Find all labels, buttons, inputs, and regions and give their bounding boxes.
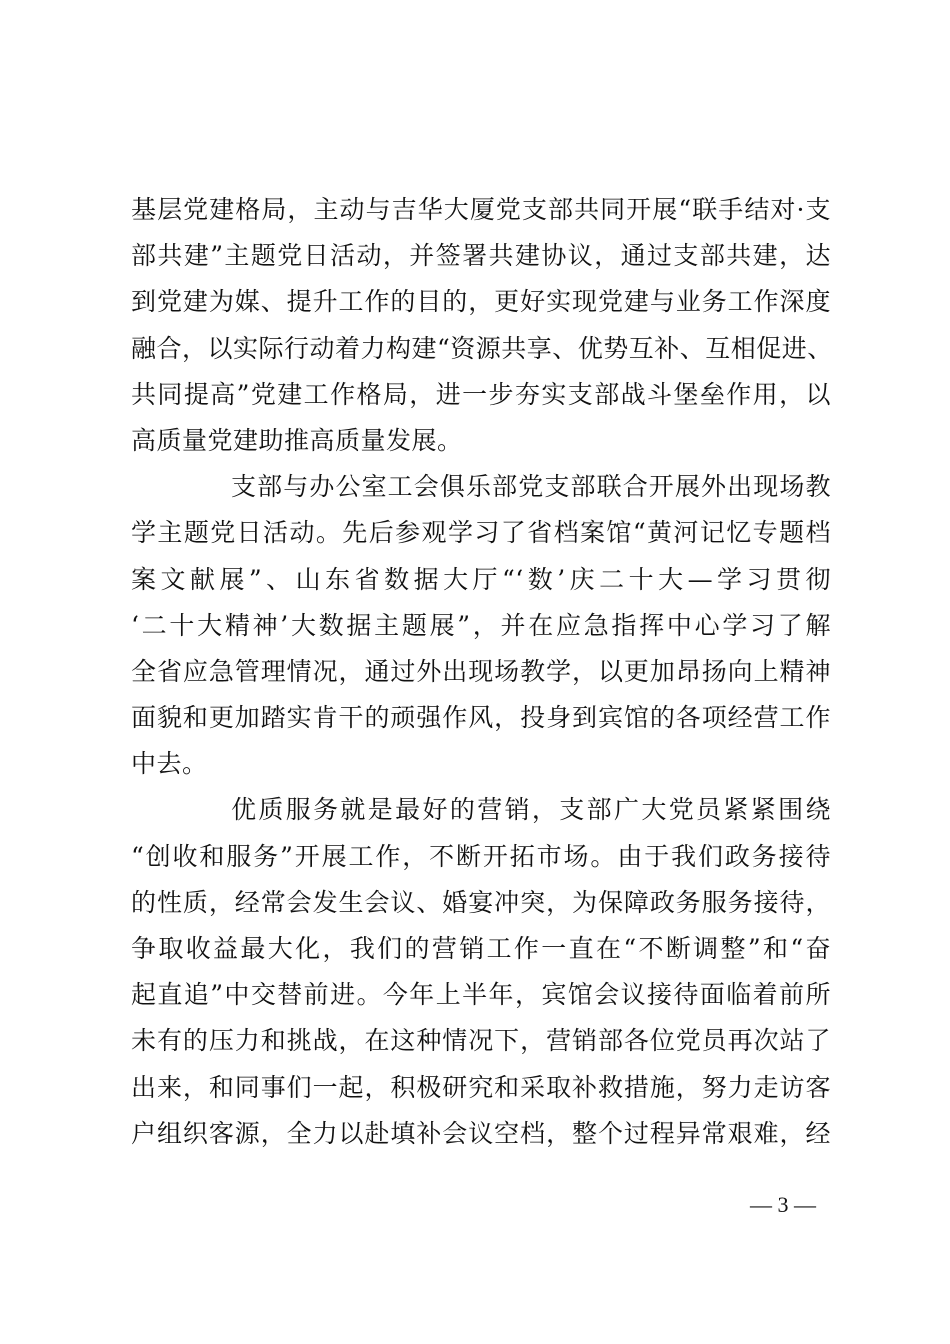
text-line: 融合，以实际行动着力构建“资源共享、优势互补、互相促进、 [131, 333, 833, 363]
text-line: 案文献展”、山东省数据大厅“‘数’庆二十大—学习贯彻 [131, 564, 831, 594]
text-line: 高质量党建助推高质量发展。 [131, 425, 463, 455]
document-body [131, 187, 831, 1157]
text-line: 面貌和更加踏实肯干的顽强作风，投身到宾馆的各项经营工作 [131, 703, 831, 733]
text-line: 中去。 [131, 749, 208, 779]
text-line: 支部与办公室工会俱乐部党支部联合开展外出现场教 [231, 472, 831, 502]
text-line: 争取收益最大化，我们的营销工作一直在“不断调整”和“奋 [131, 934, 831, 963]
text-line: 到党建为媒、提升工作的目的，更好实现党建与业务工作深度 [131, 287, 831, 317]
paragraph-1 [131, 187, 831, 464]
text-line: 出来，和同事们一起，积极研究和采取补救措施，努力走访客 [131, 1072, 831, 1102]
text-line: ‘二十大精神’大数据主题展”，并在应急指挥中心学习了解 [131, 610, 831, 640]
text-line: 起直追”中交替前进。今年上半年，宾馆会议接待面临着前所 [131, 980, 831, 1010]
text-line: 优质服务就是最好的营销，支部广大党员紧紧围绕 [231, 795, 831, 825]
paragraph-2 [131, 464, 831, 787]
paragraph-3 [131, 787, 831, 1157]
text-line: 共同提高”党建工作格局，进一步夯实支部战斗堡垒作用，以 [131, 379, 831, 409]
page-number: — 3 — [750, 1192, 816, 1217]
text-line: 全省应急管理情况，通过外出现场教学，以更加昂扬向上精神 [131, 656, 831, 686]
text-line: “创收和服务”开展工作，不断开拓市场。由于我们政务接待 [131, 841, 831, 871]
text-line: 的性质，经常会发生会议、婚宴冲突，为保障政务服务接待， [131, 887, 831, 917]
text-line: 户组织客源，全力以赴填补会议空档，整个过程异常艰难，经 [131, 1118, 831, 1148]
text-line: 未有的压力和挑战，在这种情况下，营销部各位党员再次站了 [131, 1026, 831, 1056]
text-line: 学主题党日活动。先后参观学习了省档案馆“黄河记忆专题档 [131, 518, 831, 548]
text-line: 基层党建格局，主动与吉华大厦党支部共同开展“联手结对·支 [131, 195, 831, 224]
text-line: 部共建”主题党日活动，并签署共建协议，通过支部共建，达 [131, 241, 831, 271]
